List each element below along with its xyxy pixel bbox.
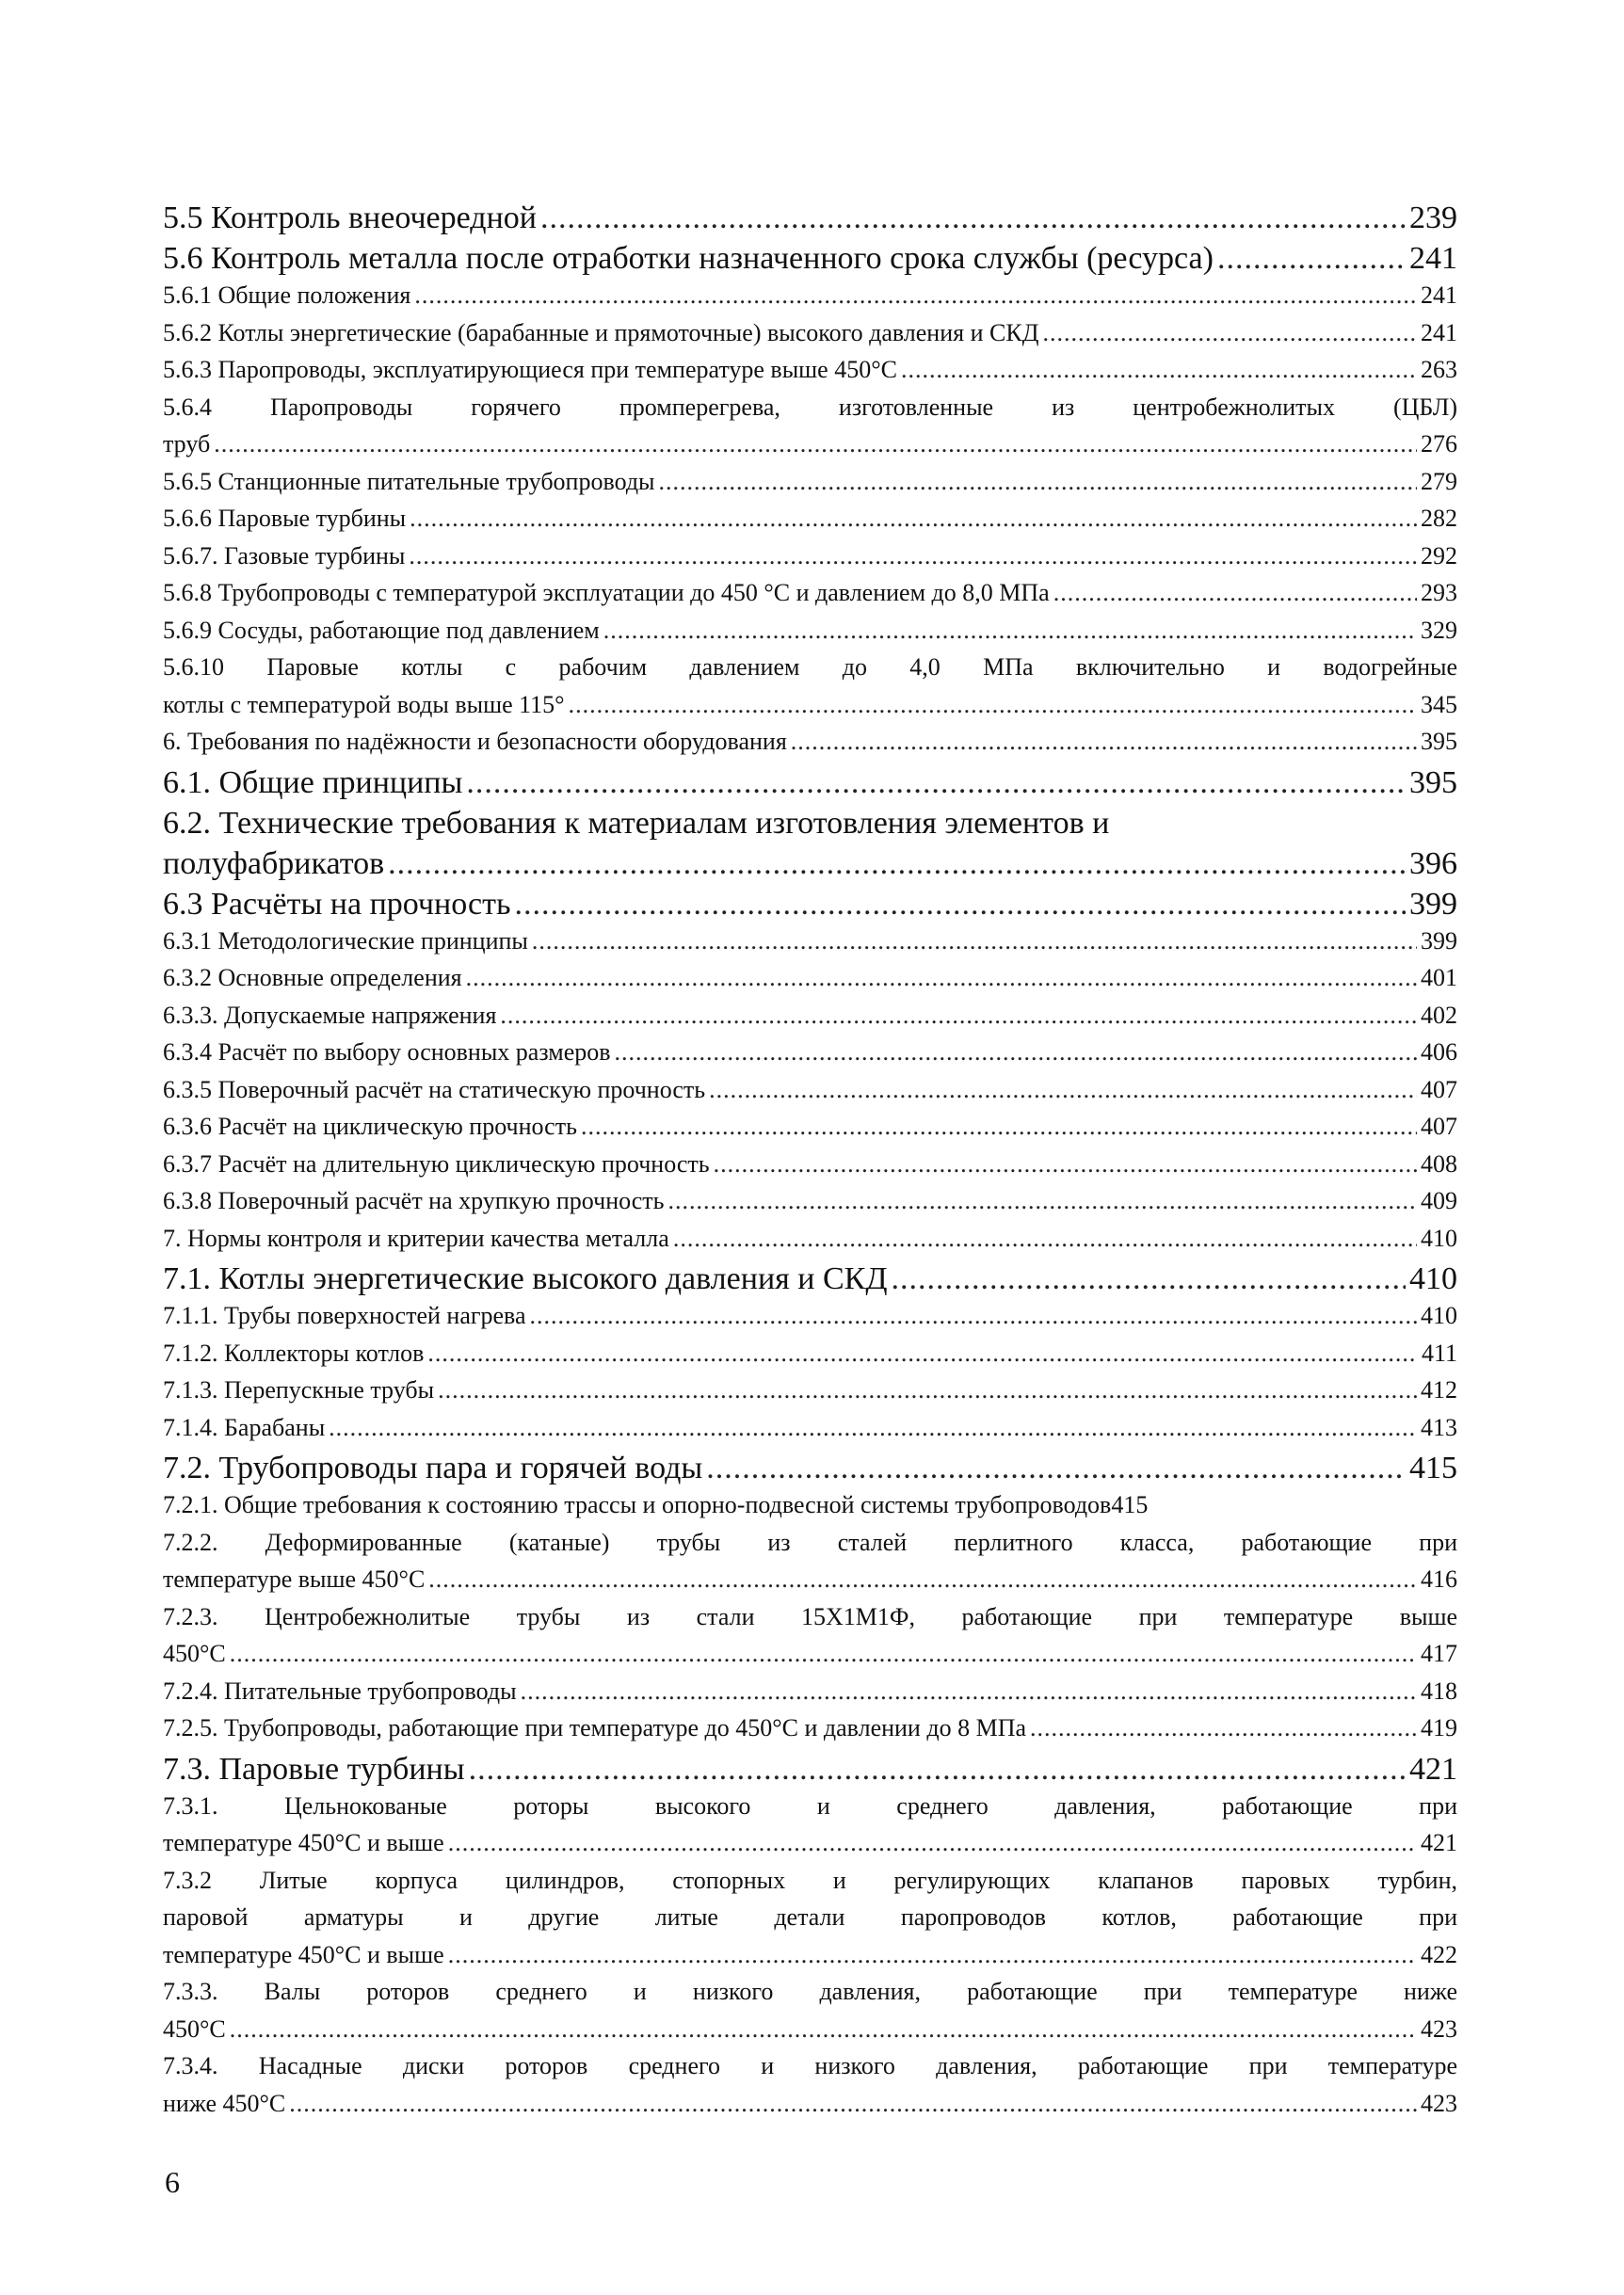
- toc-entry-title-line: 7.2.2. Деформированные (катаные) трубы из сталей перлитного класса, работающие при: [163, 1528, 1457, 1556]
- toc-entry-title: 5.6.5 Станционные питательные трубопроводы: [163, 467, 655, 495]
- toc-entry-page: 402: [1421, 1001, 1457, 1029]
- dot-leader: [414, 283, 1417, 308]
- toc-entry-title-line: 5.6.10 Паровые котлы с рабочим давлением до 4,0 МПа включительно и водогрейные: [163, 653, 1457, 681]
- page-number: 6: [165, 2165, 180, 2199]
- toc-entry-title: 450°С: [163, 1640, 226, 1667]
- toc-entry-title: температуре 450°С и выше: [163, 1940, 444, 1968]
- toc-entry-title: труб: [163, 430, 211, 457]
- toc-entry-title: 5.6.6 Паровые турбины: [163, 505, 407, 532]
- dot-leader: [1053, 581, 1417, 605]
- toc-entry-page: 279: [1421, 467, 1457, 495]
- toc-entry-page: 293: [1421, 579, 1457, 606]
- toc-entry-page: 401: [1421, 964, 1457, 991]
- toc-entry-page: 410: [1421, 1224, 1457, 1252]
- toc-entry-title: 7.1.3. Перепускные трубы: [163, 1376, 435, 1404]
- toc-entry-page: 412: [1421, 1376, 1457, 1404]
- toc-entry-title-line: 7.3.1. Цельнокованые роторы высокого и среднего давления, работающие при: [163, 1791, 1457, 1820]
- dot-leader: [230, 2017, 1417, 2042]
- dot-leader: [214, 432, 1417, 457]
- dot-leader: [540, 202, 1406, 234]
- dot-leader: [668, 1189, 1417, 1213]
- toc-entry-title: 7.1.1. Трубы поверхностей нагрева: [163, 1302, 526, 1329]
- toc-entry-title: 6.3.6 Расчёт на циклическую прочность: [163, 1113, 577, 1140]
- dot-leader: [709, 1078, 1417, 1102]
- dot-leader: [329, 1416, 1417, 1440]
- toc-entry-title: 5.6.9 Сосуды, работающие под давлением: [163, 616, 600, 644]
- dot-leader: [1217, 243, 1406, 275]
- dot-leader: [532, 929, 1417, 954]
- toc-entry-page: 399: [1409, 886, 1457, 922]
- dot-leader: [466, 966, 1417, 990]
- toc-entry-title: 7.1.4. Барабаны: [163, 1413, 326, 1441]
- dot-leader: [615, 1040, 1417, 1065]
- dot-leader: [230, 1642, 1417, 1666]
- toc-entry-title: 7.2.5. Трубопроводы, работающие при температуре до 450°С и давлении до 8 МПа: [163, 1714, 1027, 1741]
- toc-entry-title: 6.3.8 Поверочный расчёт на хрупкую прочность: [163, 1187, 665, 1214]
- toc-entry-title: 7.1. Котлы энергетические высокого давления и СКД: [163, 1261, 888, 1296]
- toc-entry-page: 409: [1421, 1187, 1457, 1214]
- toc-entry-page: 418: [1421, 1677, 1457, 1705]
- toc-entry-page: 415: [1111, 1491, 1149, 1518]
- dot-leader: [603, 618, 1417, 643]
- toc-entry-page: 282: [1421, 505, 1457, 532]
- dot-leader: [500, 1003, 1417, 1028]
- toc-entry-page: 292: [1421, 541, 1457, 570]
- toc-entry-page: 406: [1421, 1038, 1457, 1066]
- toc-entry-title: температуре 450°С и выше: [163, 1829, 444, 1856]
- toc-entry-title-line: 7.3.3. Валы роторов среднего и низкого давления, работающие при температуре ниже: [163, 1978, 1457, 2005]
- toc-entry-page: 407: [1421, 1113, 1457, 1140]
- toc-entry-title-line: 7.2.3. Центробежнолитые трубы из стали 15Х1М1Ф, работающие при температуре выше: [163, 1602, 1457, 1630]
- toc-entry-title: 7.2.4. Питательные трубопроводы: [163, 1677, 517, 1705]
- toc-entry-page: 408: [1421, 1149, 1457, 1178]
- toc-entry-title: 5.6.2 Котлы энергетические (барабанные и прямоточные) высокого давления и СКД: [163, 318, 1039, 346]
- toc-entry-page: 419: [1421, 1714, 1457, 1741]
- dot-leader: [388, 848, 1406, 880]
- toc-entry-page: 276: [1421, 430, 1457, 457]
- dot-leader: [521, 1679, 1417, 1704]
- dot-leader: [448, 1831, 1417, 1855]
- dot-leader: [1042, 321, 1417, 345]
- toc-entry-page: 329: [1421, 616, 1457, 644]
- toc-entry-title-line: 6.2. Технические требования к материалам изготовления элементов и: [163, 805, 1110, 841]
- toc-entry-title-line: 7.3.4. Насадные диски роторов среднего и низкого давления, работающие при температуре: [163, 2052, 1457, 2079]
- toc-entry-page: 263: [1421, 356, 1457, 383]
- toc-entry-page: 423: [1421, 2014, 1457, 2043]
- toc-entry-title: 7.1.2. Коллекторы котлов: [163, 1339, 425, 1367]
- toc-entry-page: 410: [1421, 1302, 1457, 1329]
- toc-entry-title: 6.3.3. Допускаемые напряжения: [163, 1001, 497, 1029]
- toc-entry-page: 421: [1409, 1751, 1457, 1787]
- toc-entry-page: 415: [1409, 1451, 1457, 1485]
- toc-entry-page: 241: [1409, 241, 1457, 276]
- toc-entry-page: 421: [1421, 1829, 1457, 1856]
- toc-entry-title: ниже 450°С: [163, 2089, 286, 2117]
- toc-entry-title: 6.3.4 Расчёт по выбору основных размеров: [163, 1038, 611, 1066]
- toc-entry-title: 5.6.1 Общие положения: [163, 281, 411, 309]
- toc-entry-page: 241: [1421, 318, 1457, 346]
- toc-entry-title: 7. Нормы контроля и критерии качества металла: [163, 1224, 669, 1252]
- dot-leader: [901, 358, 1417, 382]
- toc-entry-title-line: 7.3.2 Литые корпуса цилиндров, стопорных и регулирующих клапанов паровых турбин,: [163, 1866, 1457, 1894]
- dot-leader: [409, 544, 1417, 569]
- toc-entry-title: температуре выше 450°С: [163, 1565, 426, 1593]
- toc-entry-title: 6.3 Расчёты на прочность: [163, 886, 511, 922]
- dot-leader: [410, 506, 1417, 531]
- toc-entry-title: 5.5 Контроль внеочередной: [163, 201, 537, 235]
- toc-entry-page: 417: [1421, 1640, 1457, 1667]
- toc-entry-page: 239: [1409, 201, 1457, 235]
- toc-entry-title: 6.1. Общие принципы: [163, 764, 463, 800]
- toc-entry-title: 5.6.8 Трубопроводы с температурой эксплуатации до 450 °С и давлением до 8,0 МПа: [163, 579, 1050, 606]
- dot-leader: [714, 1152, 1417, 1177]
- toc-entry-page: 413: [1421, 1413, 1457, 1441]
- toc-entry-page: 241: [1421, 281, 1457, 309]
- toc-entry-page: 411: [1421, 1339, 1457, 1367]
- toc-entry-title: 6.3.7 Расчёт на длительную циклическую прочность: [163, 1149, 710, 1178]
- toc-entry-title: 6.3.2 Основные определения: [163, 964, 462, 991]
- dot-leader: [530, 1304, 1417, 1328]
- toc-entry-title-line: 5.6.4 Паропроводы горячего промперегрева, изготовленные из центробежнолитых (ЦБЛ): [163, 393, 1457, 421]
- dot-leader: [1030, 1716, 1417, 1741]
- dot-leader: [428, 1567, 1417, 1592]
- toc-entry-page: 423: [1421, 2089, 1457, 2117]
- toc-entry-title-line: паровой арматуры и другие литые детали паропроводов котлов, работающие при: [163, 1903, 1457, 1931]
- dot-leader: [706, 1452, 1406, 1485]
- dot-leader: [469, 1754, 1406, 1786]
- toc-entry-page: 345: [1421, 690, 1457, 718]
- toc-entry-page: 416: [1421, 1565, 1457, 1593]
- dot-leader: [427, 1341, 1418, 1366]
- dot-leader: [892, 1263, 1406, 1295]
- toc-entry-title: 450°С: [163, 2014, 226, 2043]
- toc-entry-title: полуфабрикатов: [163, 845, 385, 881]
- toc-entry-page: 422: [1421, 1940, 1457, 1968]
- dot-leader: [569, 693, 1417, 717]
- toc-entry-title: котлы с температурой воды выше 115°: [163, 690, 565, 718]
- toc-entry-title: 7.3. Паровые турбины: [163, 1751, 465, 1787]
- dot-leader: [515, 889, 1406, 921]
- toc-entry-title: 7.2.1. Общие требования к состоянию трассы и опорно-подвесной системы трубопроводов: [163, 1491, 1112, 1518]
- dot-leader: [289, 2092, 1417, 2116]
- toc-entry-page: 410: [1409, 1261, 1457, 1296]
- dot-leader: [448, 1943, 1417, 1967]
- toc-entry-page: 399: [1421, 926, 1457, 955]
- toc-entry-page: 395: [1421, 728, 1457, 755]
- dot-leader: [466, 767, 1406, 799]
- toc-entry-title: 6.3.5 Поверочный расчёт на статическую прочность: [163, 1075, 706, 1103]
- toc-entry-page: 395: [1409, 764, 1457, 800]
- dot-leader: [581, 1115, 1417, 1139]
- toc-entry-title: 5.6.7. Газовые турбины: [163, 541, 406, 570]
- dot-leader: [673, 1227, 1417, 1251]
- toc-entry-title: 5.6 Контроль металла после отработки назначенного срока службы (ресурса): [163, 241, 1214, 276]
- dot-leader: [438, 1378, 1417, 1403]
- dot-leader: [659, 470, 1417, 494]
- toc-entry-title: 6. Требования по надёжности и безопасности оборудования: [163, 728, 787, 755]
- toc-entry-title: 5.6.3 Паропроводы, эксплуатирующиеся при температуре выше 450°С: [163, 356, 897, 383]
- toc-entry-page: 407: [1421, 1075, 1457, 1103]
- toc-entry-title: 7.2. Трубопроводы пара и горячей воды: [163, 1451, 703, 1485]
- dot-leader: [791, 730, 1417, 754]
- toc-entry-title: 6.3.1 Методологические принципы: [163, 926, 528, 955]
- toc-entry-page: 396: [1409, 845, 1457, 881]
